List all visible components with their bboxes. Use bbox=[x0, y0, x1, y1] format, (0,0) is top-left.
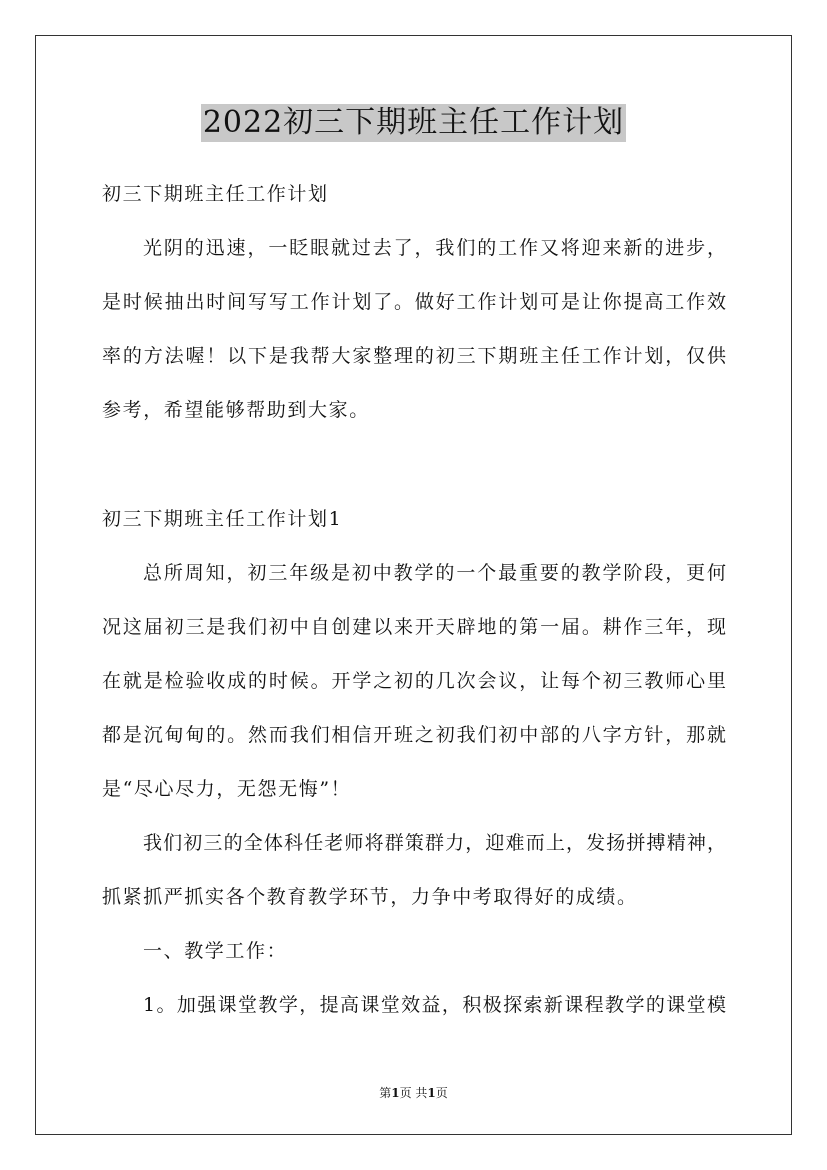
paragraph-line: 参考，希望能够帮助到大家。 bbox=[102, 399, 370, 421]
paragraph-line: 率的方法喔！以下是我帮大家整理的初三下期班主任工作计划，仅供 bbox=[102, 345, 726, 367]
footer-middle: 页 共 bbox=[399, 1086, 428, 1100]
subsection-heading: 一、教学工作： bbox=[143, 940, 288, 962]
paragraph-line: 抓紧抓严抓实各个教育教学环节，力争中考取得好的成绩。 bbox=[102, 886, 638, 908]
section-heading: 初三下期班主任工作计划1 bbox=[102, 508, 343, 530]
page-footer bbox=[0, 1085, 827, 1101]
paragraph-line: 是时候抽出时间写写工作计划了。做好工作计划可是让你提高工作效 bbox=[102, 291, 726, 313]
paragraph-line: 都是沉甸甸的。然而我们相信开班之初我们初中部的八字方针，那就 bbox=[102, 724, 726, 746]
footer-suffix: 页 bbox=[435, 1086, 448, 1100]
footer-page-number: 1 bbox=[391, 1086, 400, 1100]
paragraph-line: 1。加强课堂教学，提高课堂效益，积极探索新课程教学的课堂模 bbox=[143, 994, 726, 1016]
paragraph-line: 在就是检验收成的时候。开学之初的几次会议，让每个初三教师心里 bbox=[102, 670, 726, 692]
document-title: 2022初三下期班主任工作计划 bbox=[202, 105, 625, 140]
section-heading: 初三下期班主任工作计划 bbox=[102, 183, 329, 205]
paragraph-line: 况这届初三是我们初中自创建以来开天辟地的第一届。耕作三年，现 bbox=[102, 616, 726, 638]
paragraph-line: 光阴的迅速，一眨眼就过去了，我们的工作又将迎来新的进步， bbox=[143, 237, 726, 259]
footer-total-pages: 1 bbox=[427, 1086, 436, 1100]
title-wrap bbox=[0, 104, 827, 142]
paragraph-line: 总所周知，初三年级是初中教学的一个最重要的教学阶段，更何 bbox=[143, 562, 726, 584]
paragraph-line: 我们初三的全体科任老师将群策群力，迎难而上，发扬拼搏精神， bbox=[143, 832, 726, 854]
paragraph-line: 是“尽心尽力，无怨无悔”！ bbox=[102, 778, 352, 800]
footer-prefix: 第 bbox=[379, 1086, 392, 1100]
